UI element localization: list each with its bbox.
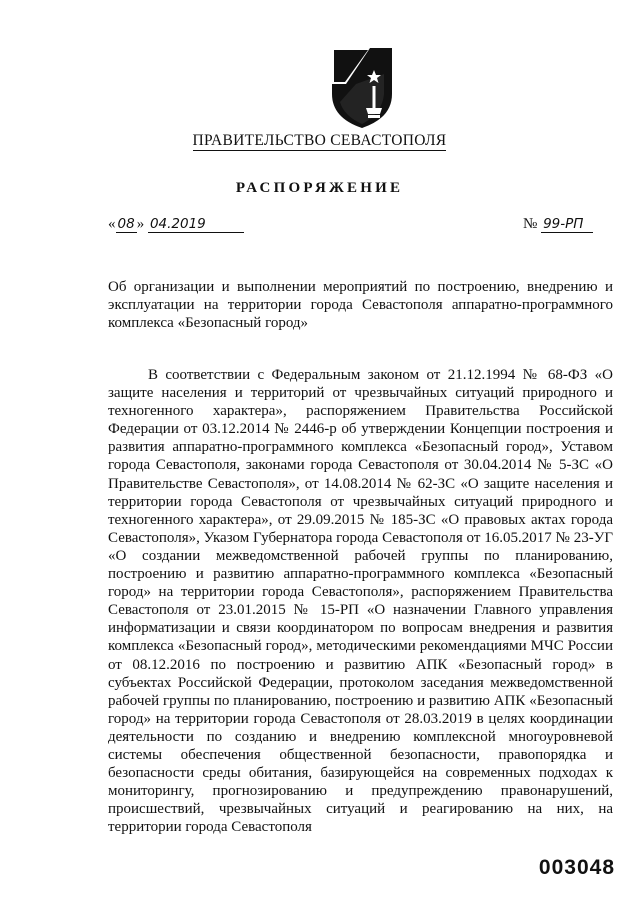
number-value: 99-РП [541,216,593,233]
document-date [108,216,244,233]
sevastopol-coat-of-arms-emblem [326,44,398,130]
date-close-quote: » [136,216,145,232]
date-day: 08 [117,216,135,232]
date-open-quote: « [108,216,116,232]
organization-title: ПРАВИТЕЛЬСТВО СЕВАСТОПОЛЯ [192,132,447,149]
registration-stamp-number: 003048 [538,856,615,879]
body-paragraph: В соответствии с Федеральным законом от 21.12.1994 № 68-ФЗ «О защите населения и территорий от чрезвычайных ситуаций природного и техногенного характера», распоряжением Правительства Российской Федерации от 03.12.2014 № 2446-р об утверждении Концепции построения и развития аппаратно-программного комплекса «Безопасный город», Уставом города Севастополя, законами города Севастополя от 30.04.2014 № 5-ЗС «О Правительстве Севастополя», от 14.08.2014 № 62-ЗС «О защите населения и территории города Севастополя от чрезвычайных ситуаций природного и техногенного характера», от 29.09.2015 № 185-ЗС «О правовых актах города Севастополя», Указом Губернатора города Севастополя от 16.05.2017 № 23-УГ «О создании межведомственной рабочей группы по планированию, построению и развитию аппаратно-программного комплекса «Безопасный город» на территории города Севастополя», распоряжением Правительства Севастополя от 23.01.2015 № 15-РП «О назначении Главного управления информатизации и связи координатором по вопросам внедрения и развития комплекса «Безопасный город», методическими рекомендациями МЧС России от 08.12.2016 по построению и развитию АПК «Безопасный город» в субъектах Российской Федерации, протоколом заседания межведомственной рабочей группы по планированию, построению и развитию АПК «Безопасный город» на территории города Севастополя от 28.03.2019 в целях координации деятельности по созданию и внедрению комплексной многоуровневой системы обеспечения общественной безопасности, правопорядка и безопасности среды обитания, базирующейся на современных подходах к мониторингу, прогнозированию и предупреждению правонарушений, происшествий, чрезвычайных ситуаций и реагированию на них, на территории города Севастополя [108,367,613,836]
document-type-heading: РАСПОРЯЖЕНИЕ [235,180,404,196]
document-body [108,366,613,836]
number-sign: № [523,216,538,232]
document-number [523,216,593,233]
date-month-year: 04.2019 [148,216,244,233]
document-subject: Об организации и выполнении мероприятий по построению, внедрению и эксплуатации на территории города Севастополя аппаратно-программного комплекса «Безопасный город» [108,279,613,331]
